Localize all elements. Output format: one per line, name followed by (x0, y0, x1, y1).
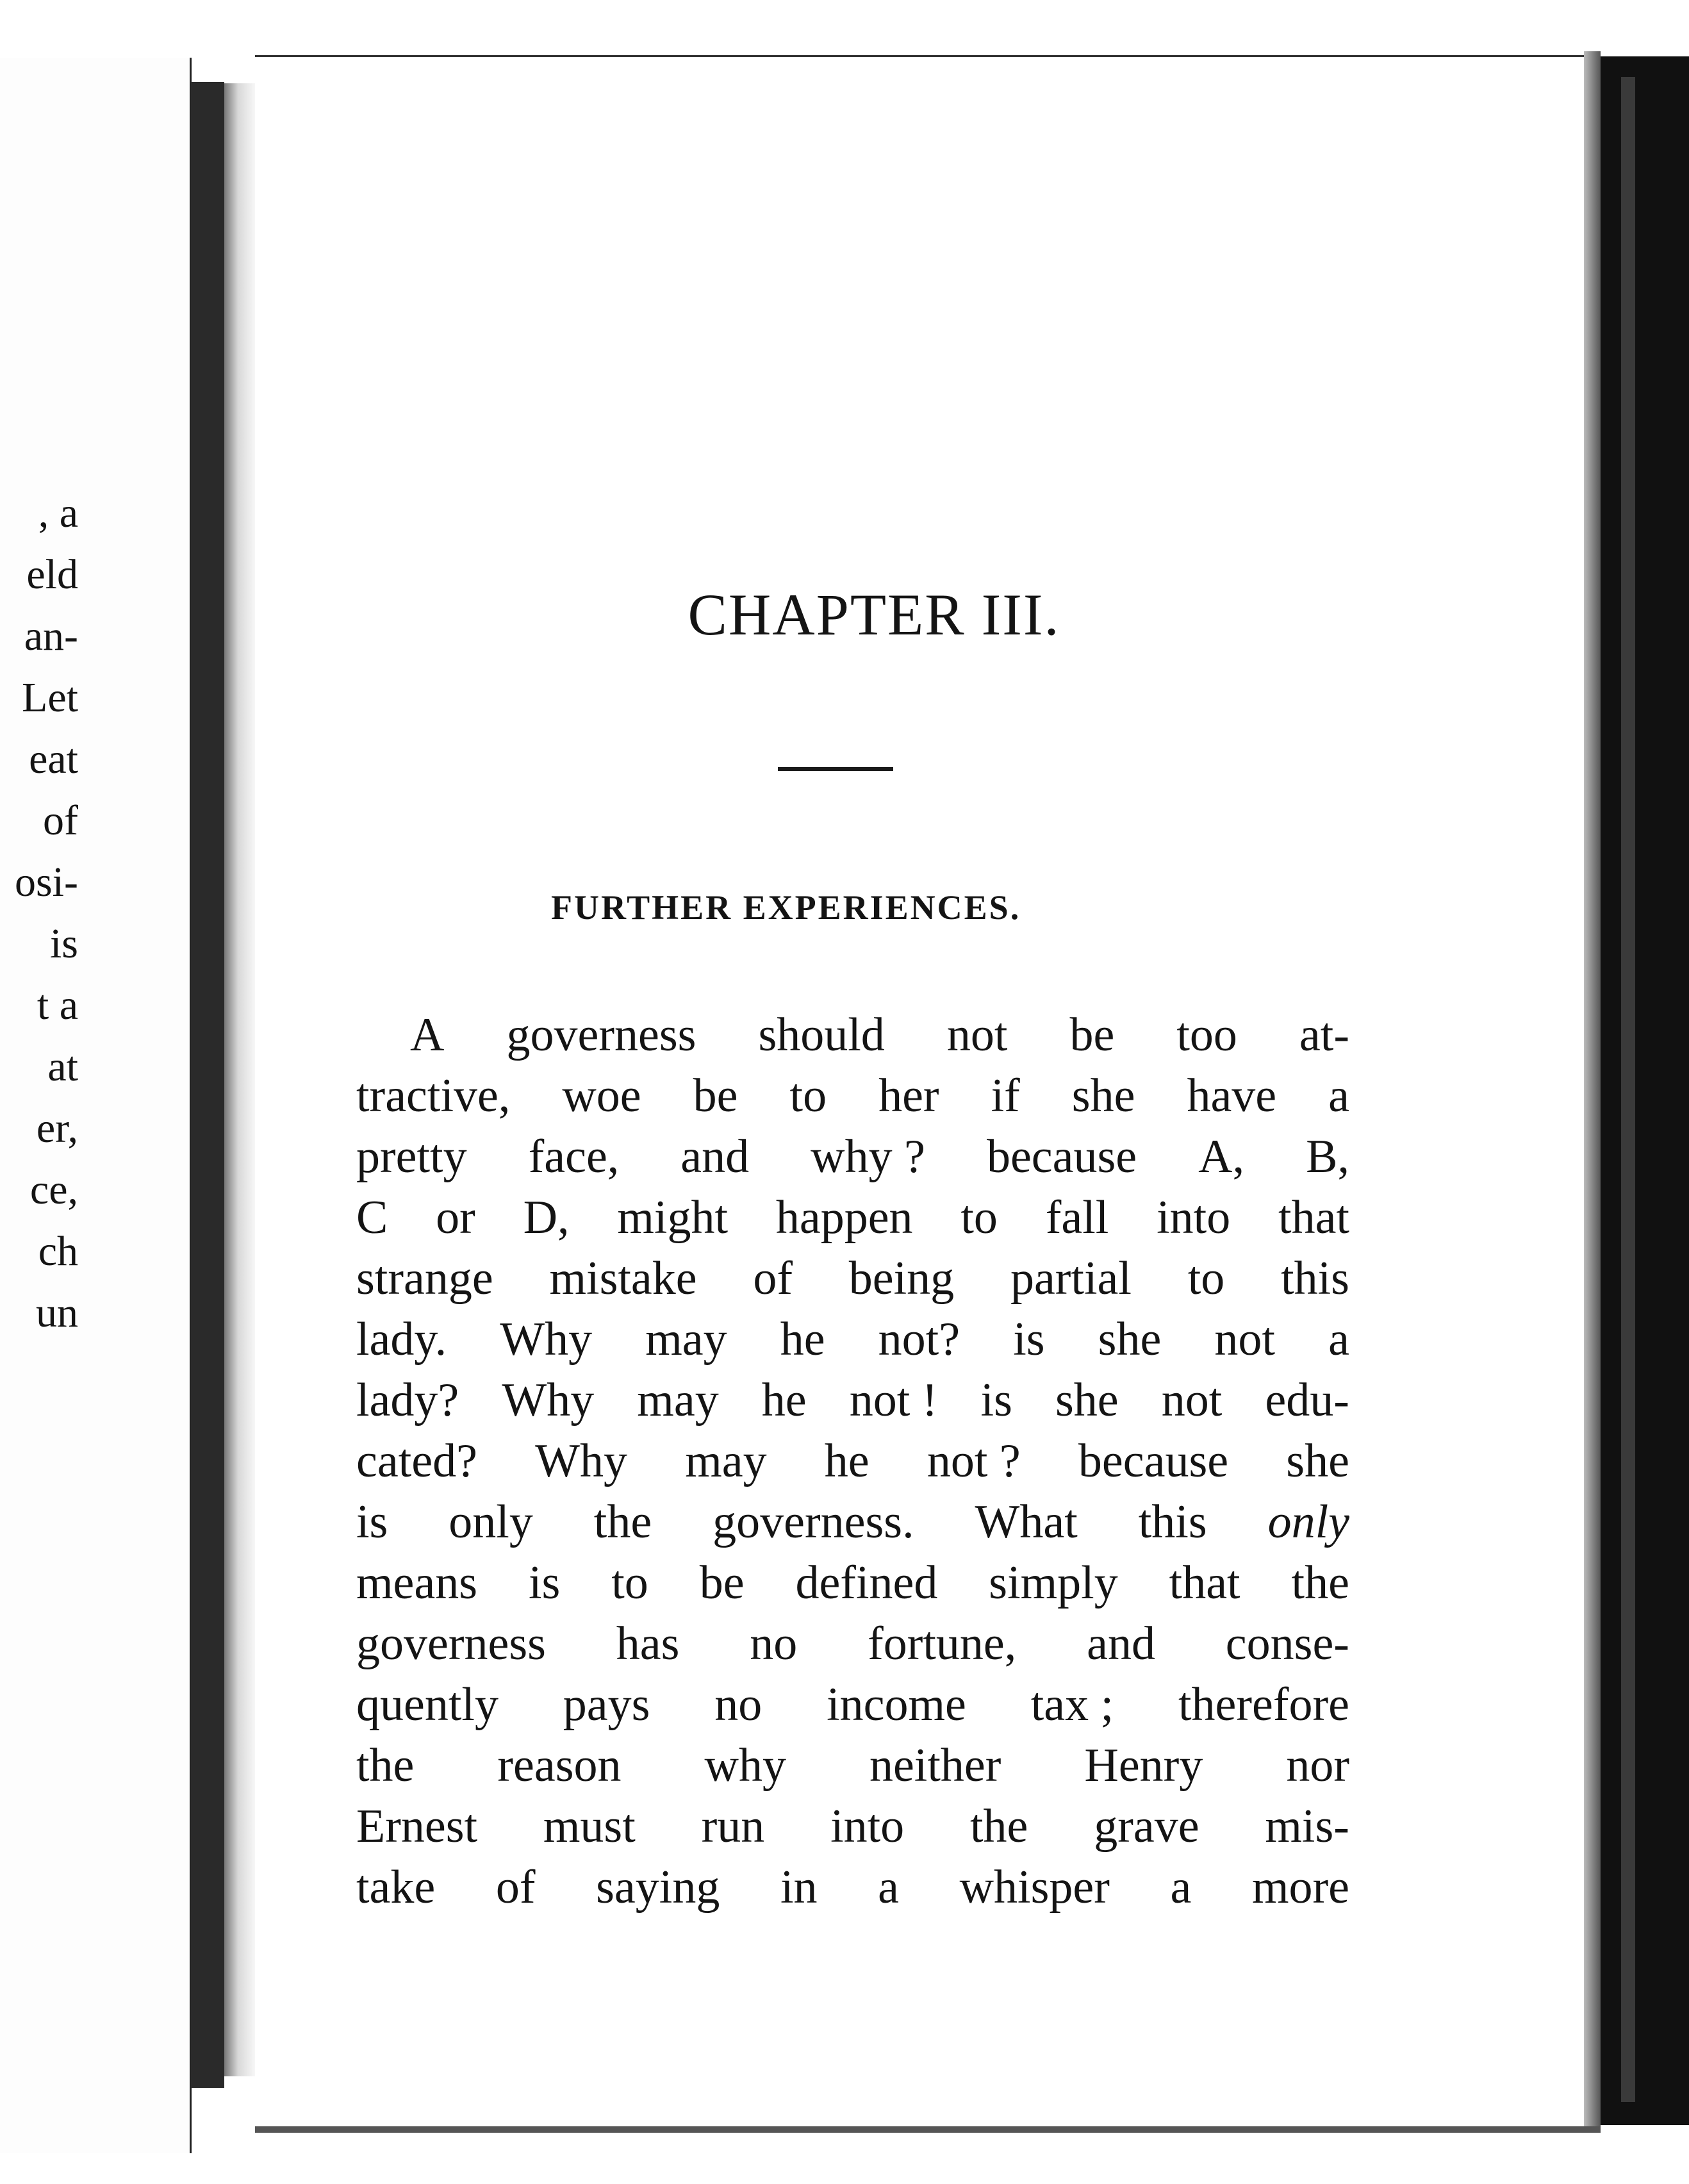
text-line (356, 1248, 1349, 1309)
text-line (356, 1370, 1349, 1431)
left-page-fragment: an- (24, 613, 78, 659)
word: nor (1286, 1739, 1349, 1792)
left-page-fragment: of (43, 797, 78, 844)
left-page-fragment: eld (26, 551, 78, 598)
italic-word: only (1267, 1496, 1349, 1548)
word: Ernest (356, 1800, 478, 1853)
word: being (848, 1252, 955, 1305)
word: she (1071, 1070, 1135, 1122)
word: whisper (959, 1861, 1110, 1914)
word: saying (596, 1861, 720, 1914)
word: grave (1094, 1800, 1199, 1853)
word: is (356, 1496, 388, 1548)
word: to (960, 1191, 998, 1244)
word: to (789, 1070, 827, 1122)
word: not (1161, 1374, 1223, 1427)
text-line (356, 1431, 1349, 1492)
word: lady. (356, 1313, 447, 1366)
word: a (1170, 1861, 1192, 1914)
word: A, (1198, 1130, 1245, 1183)
left-page-fragment: eat (29, 736, 78, 782)
word: because (1078, 1435, 1229, 1487)
word: B, (1306, 1130, 1349, 1183)
word: partial (1010, 1252, 1132, 1305)
text-line (356, 1005, 1349, 1066)
left-page-fragment: at (47, 1043, 78, 1090)
word: she (1098, 1313, 1162, 1366)
word: strange (356, 1252, 493, 1305)
word: more (1251, 1861, 1349, 1914)
word: is (1013, 1313, 1045, 1366)
word: that (1278, 1191, 1349, 1244)
word: he (780, 1313, 825, 1366)
word: the (1291, 1557, 1349, 1609)
word: this (1281, 1252, 1349, 1305)
word: mistake (549, 1252, 697, 1305)
word: pays (563, 1678, 650, 1731)
word: the (356, 1739, 415, 1792)
word: he (824, 1435, 869, 1487)
text-line (356, 1066, 1349, 1127)
word: be (699, 1557, 745, 1609)
word: face, (528, 1130, 620, 1183)
word: may (645, 1313, 727, 1366)
word: defined (795, 1557, 938, 1609)
word: Why (502, 1374, 595, 1427)
word: he (761, 1374, 807, 1427)
text-line (356, 1614, 1349, 1675)
left-page-fragment: t a (37, 982, 78, 1029)
word: a (878, 1861, 899, 1914)
word: she (1286, 1435, 1349, 1487)
word: is (980, 1374, 1012, 1427)
word: What (975, 1496, 1078, 1548)
word: too (1176, 1009, 1237, 1061)
word: into (830, 1800, 905, 1853)
word: to (1187, 1252, 1225, 1305)
word: be (693, 1070, 738, 1122)
word: income (827, 1678, 966, 1731)
word: to (611, 1557, 648, 1609)
word: has (616, 1617, 680, 1670)
word: at- (1299, 1009, 1349, 1061)
left-page-fragment: un (36, 1289, 78, 1336)
word: because (986, 1130, 1137, 1183)
word: A (410, 1009, 445, 1061)
body-text (356, 1005, 1349, 1918)
left-page-fragment: ch (38, 1228, 78, 1275)
word: into (1157, 1191, 1231, 1244)
word: conse- (1225, 1617, 1349, 1670)
word: Henry (1084, 1739, 1203, 1792)
left-facing-page (0, 58, 192, 2153)
text-line (356, 1857, 1349, 1918)
word: not (1214, 1313, 1275, 1366)
word: lady? (356, 1374, 459, 1427)
word: no (714, 1678, 762, 1731)
chapter-title: CHAPTER III. (688, 582, 1060, 647)
word: may (685, 1435, 767, 1487)
word: neither (869, 1739, 1001, 1792)
word: governess. (713, 1496, 914, 1548)
word: that (1169, 1557, 1240, 1609)
word: mis- (1265, 1800, 1349, 1853)
word: if (991, 1070, 1020, 1122)
word: D, (523, 1191, 570, 1244)
word: happen (775, 1191, 913, 1244)
word: simply (989, 1557, 1118, 1609)
word: edu- (1265, 1374, 1349, 1427)
word: quently (356, 1678, 498, 1731)
text-line (356, 1309, 1349, 1370)
word: a (1328, 1070, 1349, 1122)
word: of (495, 1861, 536, 1914)
word: have (1187, 1070, 1277, 1122)
word: may (637, 1374, 719, 1427)
text-line (356, 1492, 1349, 1553)
word: is (528, 1557, 561, 1609)
word: governess (356, 1617, 546, 1670)
word: Why (500, 1313, 593, 1366)
word: might (617, 1191, 729, 1244)
page-edge-shadow (1584, 51, 1601, 2133)
text-line (356, 1553, 1349, 1614)
word: and (1087, 1617, 1155, 1670)
title-rule (778, 767, 893, 771)
word: run (701, 1800, 765, 1853)
cover-board-edge (1621, 77, 1635, 2102)
word: be (1069, 1009, 1115, 1061)
text-line (356, 1735, 1349, 1796)
word: fortune, (868, 1617, 1017, 1670)
word: therefore (1178, 1678, 1349, 1731)
word: cated? (356, 1435, 477, 1487)
book-gutter (191, 82, 224, 2088)
word: why (704, 1739, 786, 1792)
section-heading: FURTHER EXPERIENCES. (551, 888, 1021, 927)
word: not ? (927, 1435, 1021, 1487)
word: only (449, 1496, 533, 1548)
left-page-fragment: ce, (29, 1166, 78, 1213)
word: woe (562, 1070, 641, 1122)
word: in (780, 1861, 818, 1914)
word: not? (878, 1313, 960, 1366)
word: tax ; (1030, 1678, 1114, 1731)
word: C (356, 1191, 388, 1244)
left-page-fragment: er, (36, 1105, 78, 1152)
text-line (356, 1187, 1349, 1248)
word: and (680, 1130, 750, 1183)
word: of (753, 1252, 793, 1305)
book-cover-board (1601, 56, 1689, 2125)
left-page-fragment: is (49, 920, 78, 967)
text-line (356, 1675, 1349, 1735)
word: governess (506, 1009, 696, 1061)
word: not ! (849, 1374, 938, 1427)
word: a (1328, 1313, 1349, 1366)
text-line (356, 1127, 1349, 1187)
word: or (436, 1191, 475, 1244)
left-page-fragment: osi- (15, 859, 78, 906)
word: should (758, 1009, 885, 1061)
word: must (543, 1800, 636, 1853)
word: the (970, 1800, 1028, 1853)
word: pretty (356, 1130, 467, 1183)
gutter-shading (224, 83, 255, 2076)
word: reason (497, 1739, 622, 1792)
word: why ? (811, 1130, 925, 1183)
word: means (356, 1557, 478, 1609)
word: her (878, 1070, 939, 1122)
left-page-fragment: , a (38, 490, 78, 536)
word: fall (1045, 1191, 1109, 1244)
left-page-fragment: Let (22, 674, 78, 721)
word: Why (535, 1435, 627, 1487)
text-line (356, 1796, 1349, 1857)
word: no (750, 1617, 798, 1670)
word: this (1138, 1496, 1207, 1548)
word: not (946, 1009, 1008, 1061)
word: the (593, 1496, 652, 1548)
word: take (356, 1861, 436, 1914)
word: she (1055, 1374, 1119, 1427)
page-bottom-edge (255, 2126, 1601, 2133)
word: tractive, (356, 1070, 511, 1122)
